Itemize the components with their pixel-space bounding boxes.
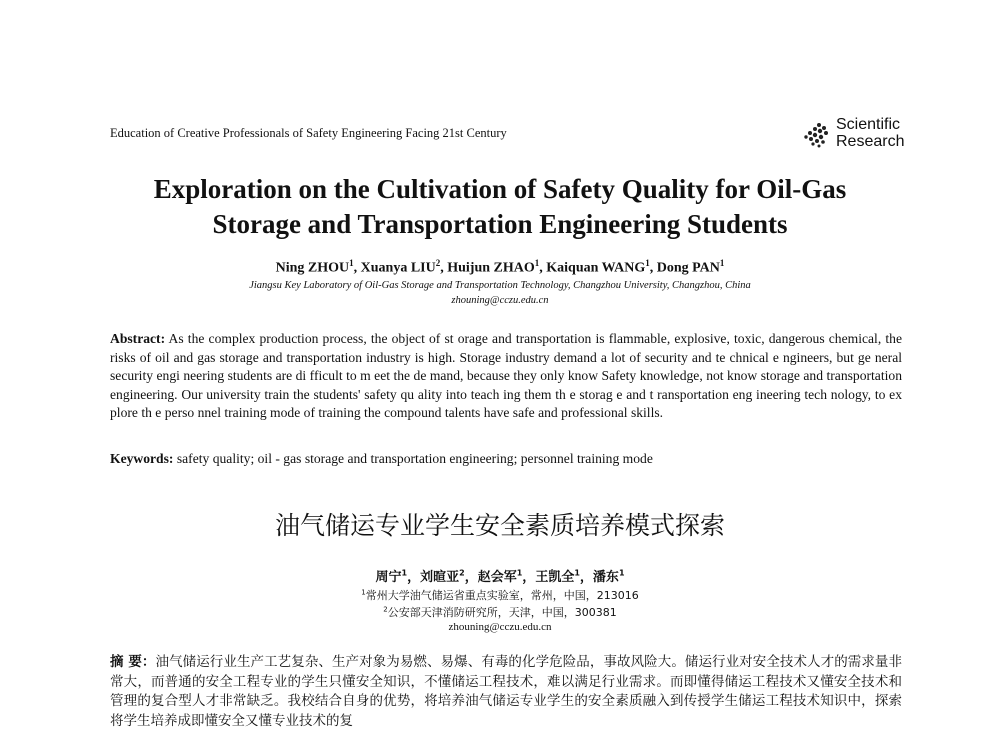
dot-cluster-logo-icon xyxy=(804,122,830,148)
author-name: 周宁 xyxy=(375,570,402,585)
author-affiliation-marker: 2 xyxy=(435,258,441,268)
journal-series-title: Education of Creative Professionals of Safety Engineering Facing 21st Century xyxy=(110,126,507,140)
author-separator: ， xyxy=(579,570,593,585)
keywords-text: safety quality; oil - gas storage and transportation engineering; personnel training mode xyxy=(176,451,653,466)
author-separator: ， xyxy=(464,570,478,585)
affiliation-2-marker: 2 xyxy=(383,605,388,614)
english-author-list xyxy=(0,258,1000,277)
chinese-abstract xyxy=(110,653,902,731)
author-name: Ning ZHOU xyxy=(275,260,350,276)
author-separator: , xyxy=(649,260,657,276)
author-name: Kaiquan WANG xyxy=(546,260,646,276)
author-affiliation-marker: 1 xyxy=(516,568,523,578)
scientific-research-logo xyxy=(804,116,909,152)
author-separator: ， xyxy=(407,570,421,585)
author-name: 潘东 xyxy=(592,570,619,585)
author-name: Xuanya LIU xyxy=(360,260,436,276)
english-email: zhouning@cczu.edu.cn xyxy=(451,295,549,306)
author-name: Huijun ZHAO xyxy=(447,260,535,276)
author-name: 赵会军 xyxy=(477,570,517,585)
author-separator: , xyxy=(539,260,547,276)
logo-text-line1: Scientific xyxy=(836,116,901,133)
english-abstract xyxy=(110,330,902,423)
keywords-label: Keywords: xyxy=(110,451,174,466)
chinese-title: 油气储运专业学生安全素质培养模式探索 xyxy=(274,511,725,540)
author-affiliation-marker: 1 xyxy=(645,258,650,268)
author-name: 刘暄亚 xyxy=(420,570,460,585)
abstract-label: Abstract: xyxy=(110,331,166,346)
author-affiliation-marker: 1 xyxy=(618,568,625,578)
chinese-affiliation-1 xyxy=(0,587,1000,603)
author-affiliation-marker: 1 xyxy=(349,258,354,268)
author-separator: , xyxy=(440,260,448,276)
author-name: Dong PAN xyxy=(656,260,720,276)
author-affiliation-marker: 1 xyxy=(401,568,408,578)
author-separator: ， xyxy=(522,570,536,585)
chinese-affiliation-2 xyxy=(0,604,1000,620)
author-affiliation-marker: 1 xyxy=(574,568,580,578)
author-name: 王凯全 xyxy=(535,570,575,585)
english-keywords xyxy=(110,450,902,468)
english-affiliation: Jiangsu Key Laboratory of Oil-Gas Storage and Transportation Technology, Changzhou University, Changzhou, China xyxy=(249,280,751,291)
chinese-author-list xyxy=(0,566,1000,585)
english-title-line1: Exploration on the Cultivation of Safety Quality for Oil-Gas xyxy=(153,174,847,204)
abstract-text: As the complex production process, the object of st orage and transportation is flammable, explosive, toxic, dangerous chemical, the risks of oil and gas storage and transportation industry is high. Storage industry demand a lot of security and te chnical e ngineers, but ge neral security engi neering students are di fficult to m eet the de mand, because they only know Safety knowledge, not know storage and transportation engineering. Our university train the students' safety qu ality into teach ing them th e storag e and t ransportation eng ineering tech nology, to ex plore th e perso nnel training mode of training the compound talents have safe and professional skills. xyxy=(110,331,902,421)
author-separator: , xyxy=(353,260,361,276)
affiliation-2-text: 公安部天津消防研究所，天津，中国，300381 xyxy=(387,606,617,619)
chinese-email: zhouning@cczu.edu.cn xyxy=(448,621,552,633)
logo-text-line2: Research xyxy=(836,133,905,150)
english-title xyxy=(0,172,1000,242)
chinese-abstract-label: 摘 要： xyxy=(110,654,156,670)
author-affiliation-marker: 1 xyxy=(719,258,725,268)
author-affiliation-marker: 1 xyxy=(534,258,540,268)
author-affiliation-marker: 2 xyxy=(459,568,465,578)
english-title-line2: Storage and Transportation Engineering Students xyxy=(212,209,788,239)
affiliation-1-text: 常州大学油气储运省重点实验室，常州，中国，213016 xyxy=(365,589,639,602)
affiliation-1-marker: 1 xyxy=(361,588,366,597)
chinese-abstract-text: 油气储运行业生产工艺复杂、生产对象为易燃、易爆、有毒的化学危险品，事故风险大。储运行业对安全技术人才的需求量非常大，而普通的安全工程专业的学生只懂安全知识，不懂储运工程技术，难以满足行业需求。而即懂得储运工程技术又懂安全技术和管理的复合型人才非常缺乏。我校结合自身的优势，将培养油气储运专业学生的安全素质融入到传授学生储运工程技术知识中，探索将学生培养成即懂安全又懂专业技术的复 xyxy=(110,654,902,729)
